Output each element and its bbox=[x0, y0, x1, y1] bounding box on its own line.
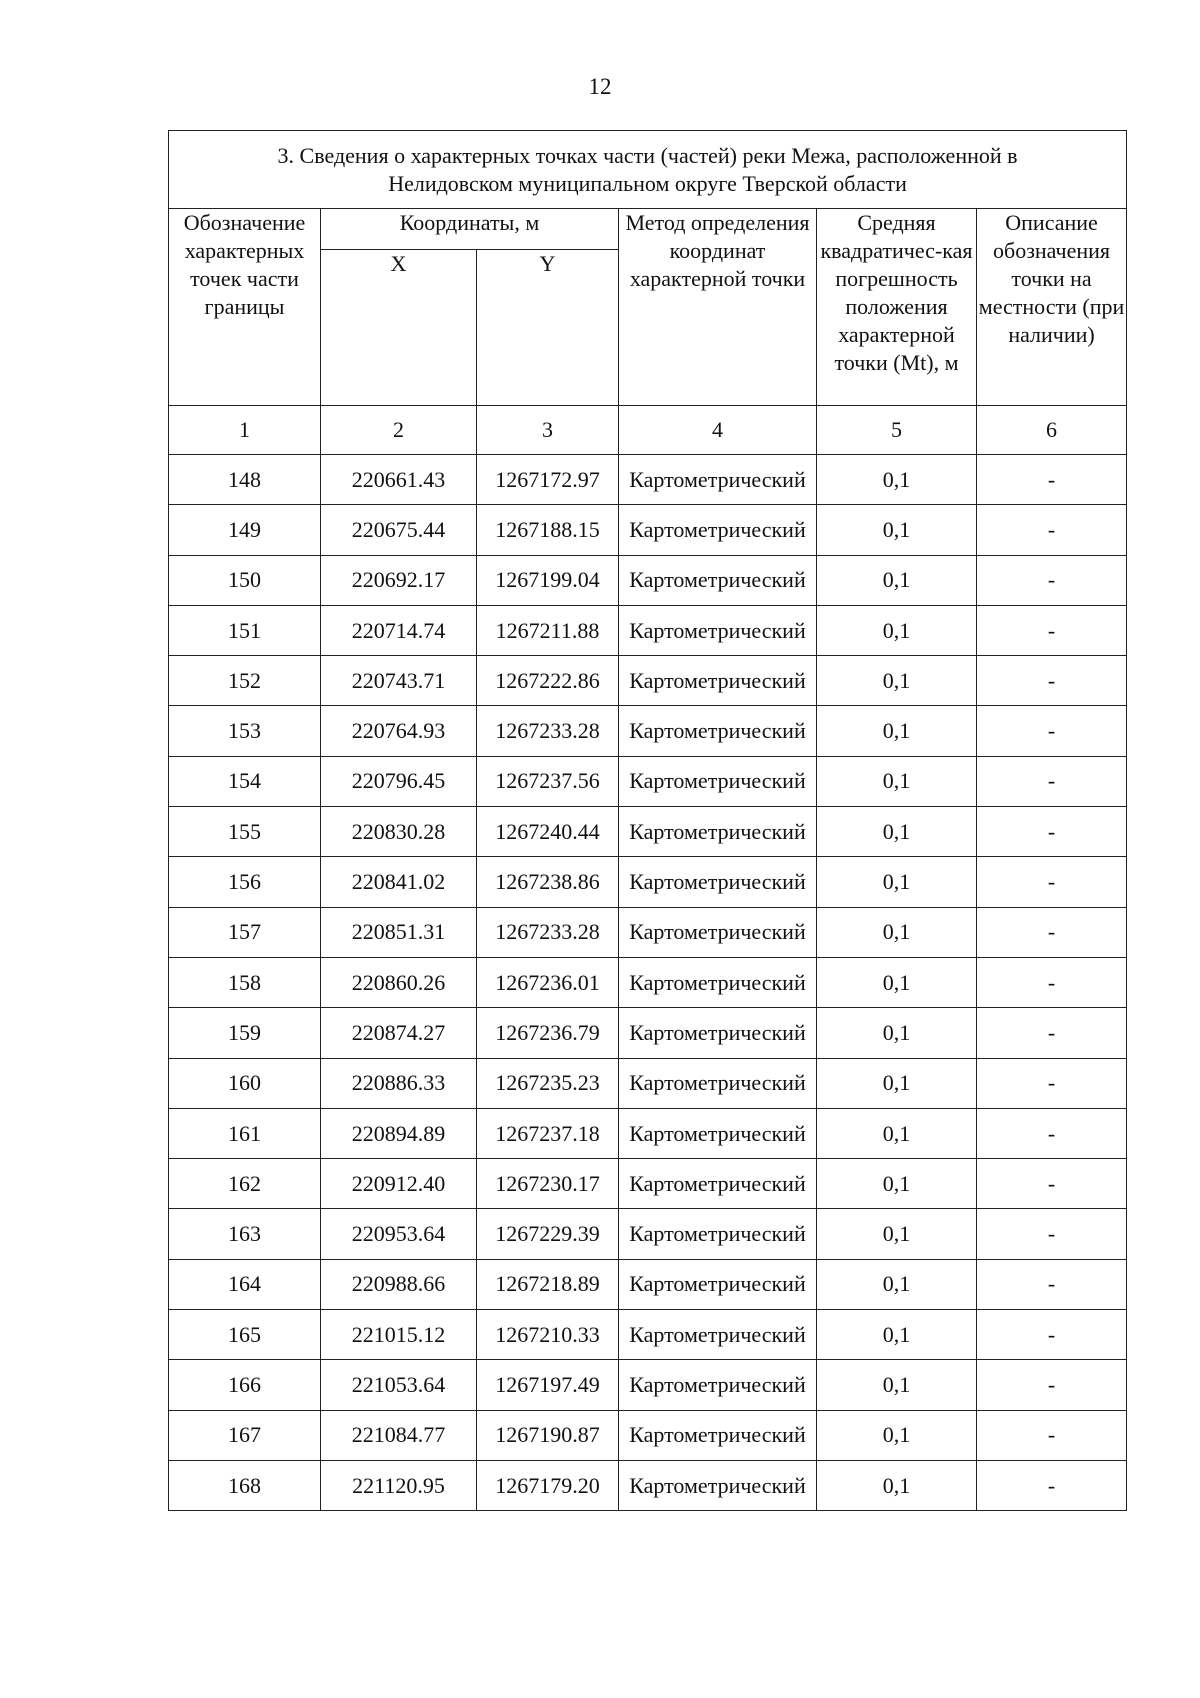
cell-description: - bbox=[977, 455, 1127, 505]
cell-error: 0,1 bbox=[817, 656, 977, 706]
cell-description: - bbox=[977, 1360, 1127, 1410]
cell-point: 150 bbox=[169, 555, 321, 605]
column-number: 3 bbox=[477, 406, 619, 455]
table-row bbox=[169, 656, 1127, 706]
cell-method: Картометрический bbox=[619, 1159, 817, 1209]
table-row bbox=[169, 857, 1127, 907]
cell-error: 0,1 bbox=[817, 1058, 977, 1108]
cell-x: 220894.89 bbox=[321, 1108, 477, 1158]
cell-x: 220692.17 bbox=[321, 555, 477, 605]
table-row bbox=[169, 1159, 1127, 1209]
cell-method: Картометрический bbox=[619, 1310, 817, 1360]
cell-y: 1267237.18 bbox=[477, 1108, 619, 1158]
cell-description: - bbox=[977, 857, 1127, 907]
cell-method: Картометрический bbox=[619, 455, 817, 505]
cell-x: 220714.74 bbox=[321, 605, 477, 655]
table-row bbox=[169, 1310, 1127, 1360]
header-y: Y bbox=[477, 250, 619, 406]
cell-description: - bbox=[977, 656, 1127, 706]
header-coordinates: Координаты, м bbox=[321, 209, 619, 250]
cell-method: Картометрический bbox=[619, 656, 817, 706]
table-row bbox=[169, 505, 1127, 555]
cell-point: 154 bbox=[169, 756, 321, 806]
cell-error: 0,1 bbox=[817, 1259, 977, 1309]
cell-point: 158 bbox=[169, 957, 321, 1007]
cell-description: - bbox=[977, 1460, 1127, 1510]
cell-method: Картометрический bbox=[619, 605, 817, 655]
cell-error: 0,1 bbox=[817, 1310, 977, 1360]
cell-x: 220860.26 bbox=[321, 957, 477, 1007]
cell-x: 221084.77 bbox=[321, 1410, 477, 1460]
cell-y: 1267237.56 bbox=[477, 756, 619, 806]
cell-description: - bbox=[977, 1159, 1127, 1209]
cell-y: 1267211.88 bbox=[477, 605, 619, 655]
cell-y: 1267238.86 bbox=[477, 857, 619, 907]
cell-description: - bbox=[977, 1259, 1127, 1309]
cell-point: 157 bbox=[169, 907, 321, 957]
column-number: 1 bbox=[169, 406, 321, 455]
cell-description: - bbox=[977, 555, 1127, 605]
cell-y: 1267179.20 bbox=[477, 1460, 619, 1510]
cell-point: 155 bbox=[169, 807, 321, 857]
cell-y: 1267236.01 bbox=[477, 957, 619, 1007]
cell-description: - bbox=[977, 605, 1127, 655]
cell-method: Картометрический bbox=[619, 1108, 817, 1158]
table-row bbox=[169, 907, 1127, 957]
cell-method: Картометрический bbox=[619, 1460, 817, 1510]
table-row bbox=[169, 1008, 1127, 1058]
cell-error: 0,1 bbox=[817, 807, 977, 857]
cell-error: 0,1 bbox=[817, 455, 977, 505]
cell-description: - bbox=[977, 1410, 1127, 1460]
table-title-line-2: Нелидовском муниципальном округе Тверской области bbox=[388, 170, 907, 196]
cell-error: 0,1 bbox=[817, 756, 977, 806]
cell-point: 149 bbox=[169, 505, 321, 555]
cell-point: 167 bbox=[169, 1410, 321, 1460]
cell-error: 0,1 bbox=[817, 555, 977, 605]
cell-y: 1267233.28 bbox=[477, 706, 619, 756]
cell-point: 166 bbox=[169, 1360, 321, 1410]
cell-y: 1267222.86 bbox=[477, 656, 619, 706]
page-number: 12 bbox=[588, 74, 612, 99]
cell-method: Картометрический bbox=[619, 807, 817, 857]
cell-point: 148 bbox=[169, 455, 321, 505]
cell-description: - bbox=[977, 756, 1127, 806]
cell-y: 1267172.97 bbox=[477, 455, 619, 505]
cell-x: 220764.93 bbox=[321, 706, 477, 756]
cell-method: Картометрический bbox=[619, 1259, 817, 1309]
cell-error: 0,1 bbox=[817, 1108, 977, 1158]
table-row bbox=[169, 1108, 1127, 1158]
cell-point: 156 bbox=[169, 857, 321, 907]
cell-error: 0,1 bbox=[817, 505, 977, 555]
column-number-row bbox=[169, 406, 1127, 455]
cell-y: 1267190.87 bbox=[477, 1410, 619, 1460]
table-row bbox=[169, 807, 1127, 857]
cell-x: 221120.95 bbox=[321, 1460, 477, 1510]
cell-description: - bbox=[977, 1008, 1127, 1058]
cell-description: - bbox=[977, 1058, 1127, 1108]
cell-x: 221015.12 bbox=[321, 1310, 477, 1360]
cell-x: 220743.71 bbox=[321, 656, 477, 706]
cell-description: - bbox=[977, 706, 1127, 756]
cell-error: 0,1 bbox=[817, 1360, 977, 1410]
cell-x: 220912.40 bbox=[321, 1159, 477, 1209]
table-row bbox=[169, 1259, 1127, 1309]
cell-x: 221053.64 bbox=[321, 1360, 477, 1410]
header-description: Описание обозначения точки на местности (при наличии) bbox=[977, 209, 1127, 406]
column-number: 2 bbox=[321, 406, 477, 455]
cell-y: 1267229.39 bbox=[477, 1209, 619, 1259]
header-x: X bbox=[321, 250, 477, 406]
cell-error: 0,1 bbox=[817, 605, 977, 655]
cell-error: 0,1 bbox=[817, 907, 977, 957]
cell-y: 1267197.49 bbox=[477, 1360, 619, 1410]
table-row bbox=[169, 706, 1127, 756]
cell-description: - bbox=[977, 907, 1127, 957]
table-row bbox=[169, 1460, 1127, 1510]
column-number: 5 bbox=[817, 406, 977, 455]
table-row bbox=[169, 455, 1127, 505]
cell-method: Картометрический bbox=[619, 1209, 817, 1259]
cell-method: Картометрический bbox=[619, 555, 817, 605]
table-row bbox=[169, 1360, 1127, 1410]
cell-error: 0,1 bbox=[817, 706, 977, 756]
cell-y: 1267218.89 bbox=[477, 1259, 619, 1309]
cell-point: 153 bbox=[169, 706, 321, 756]
cell-y: 1267199.04 bbox=[477, 555, 619, 605]
header-method: Метод определения координат характерной точки bbox=[619, 209, 817, 406]
header-point-designation: Обозначение характерных точек части границы bbox=[169, 209, 321, 406]
cell-point: 152 bbox=[169, 656, 321, 706]
cell-description: - bbox=[977, 807, 1127, 857]
column-number: 4 bbox=[619, 406, 817, 455]
cell-method: Картометрический bbox=[619, 1410, 817, 1460]
cell-point: 162 bbox=[169, 1159, 321, 1209]
header-error: Средняя квадратичес-кая погрешность положения характерной точки (Mt), м bbox=[817, 209, 977, 406]
cell-y: 1267235.23 bbox=[477, 1058, 619, 1108]
cell-point: 161 bbox=[169, 1108, 321, 1158]
table-row bbox=[169, 605, 1127, 655]
cell-x: 220830.28 bbox=[321, 807, 477, 857]
cell-x: 220953.64 bbox=[321, 1209, 477, 1259]
cell-error: 0,1 bbox=[817, 1008, 977, 1058]
cell-point: 164 bbox=[169, 1259, 321, 1309]
cell-error: 0,1 bbox=[817, 857, 977, 907]
cell-x: 220851.31 bbox=[321, 907, 477, 957]
cell-error: 0,1 bbox=[817, 1410, 977, 1460]
table-row bbox=[169, 555, 1127, 605]
cell-description: - bbox=[977, 505, 1127, 555]
characteristic-points-table bbox=[168, 130, 1127, 1511]
table-row bbox=[169, 957, 1127, 1007]
cell-description: - bbox=[977, 1310, 1127, 1360]
cell-x: 220661.43 bbox=[321, 455, 477, 505]
table-row bbox=[169, 1410, 1127, 1460]
table-title-line-1: 3. Сведения о характерных точках части (частей) реки Межа, расположенной в bbox=[277, 142, 1018, 168]
cell-description: - bbox=[977, 1209, 1127, 1259]
cell-method: Картометрический bbox=[619, 1058, 817, 1108]
table-row bbox=[169, 1209, 1127, 1259]
cell-method: Картометрический bbox=[619, 756, 817, 806]
cell-x: 220796.45 bbox=[321, 756, 477, 806]
cell-method: Картометрический bbox=[619, 957, 817, 1007]
cell-y: 1267236.79 bbox=[477, 1008, 619, 1058]
cell-x: 220886.33 bbox=[321, 1058, 477, 1108]
cell-method: Картометрический bbox=[619, 505, 817, 555]
cell-point: 163 bbox=[169, 1209, 321, 1259]
cell-y: 1267240.44 bbox=[477, 807, 619, 857]
cell-description: - bbox=[977, 957, 1127, 1007]
cell-method: Картометрический bbox=[619, 706, 817, 756]
cell-error: 0,1 bbox=[817, 1460, 977, 1510]
cell-description: - bbox=[977, 1108, 1127, 1158]
column-number: 6 bbox=[977, 406, 1127, 455]
cell-point: 168 bbox=[169, 1460, 321, 1510]
cell-method: Картометрический bbox=[619, 907, 817, 957]
cell-point: 159 bbox=[169, 1008, 321, 1058]
cell-y: 1267188.15 bbox=[477, 505, 619, 555]
table-row bbox=[169, 1058, 1127, 1108]
cell-y: 1267230.17 bbox=[477, 1159, 619, 1209]
cell-method: Картометрический bbox=[619, 1008, 817, 1058]
cell-error: 0,1 bbox=[817, 1159, 977, 1209]
table-row bbox=[169, 756, 1127, 806]
cell-y: 1267233.28 bbox=[477, 907, 619, 957]
cell-error: 0,1 bbox=[817, 957, 977, 1007]
cell-x: 220675.44 bbox=[321, 505, 477, 555]
cell-point: 160 bbox=[169, 1058, 321, 1108]
cell-y: 1267210.33 bbox=[477, 1310, 619, 1360]
cell-error: 0,1 bbox=[817, 1209, 977, 1259]
cell-method: Картометрический bbox=[619, 857, 817, 907]
table-title bbox=[169, 131, 1127, 209]
cell-point: 165 bbox=[169, 1310, 321, 1360]
cell-point: 151 bbox=[169, 605, 321, 655]
cell-x: 220874.27 bbox=[321, 1008, 477, 1058]
cell-method: Картометрический bbox=[619, 1360, 817, 1410]
cell-x: 220988.66 bbox=[321, 1259, 477, 1309]
cell-x: 220841.02 bbox=[321, 857, 477, 907]
